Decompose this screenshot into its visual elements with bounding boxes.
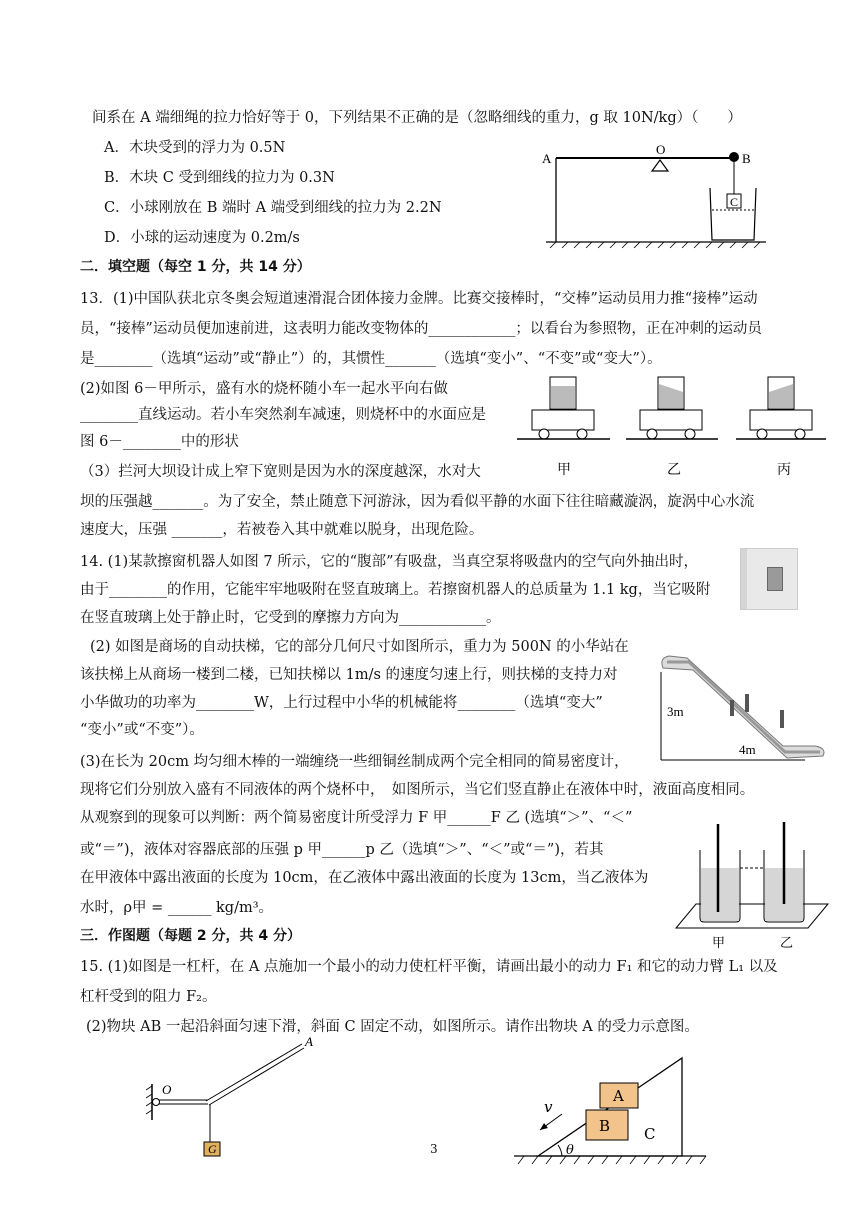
q15-line-1: 15. (1)如图是一杠杆，在 A 点施加一个最小的动力使杠杆平衡，请画出最小的动力 F₁ 和它的动力臂 L₁ 以及 [80, 959, 778, 975]
q14-line-9: 现将它们分别放入盛有不同液体的两个烧杯中， 如图所示，当它们竖直静止在液体中时，液面高度相同。 [80, 782, 755, 798]
q14-line-12: 在甲液体中露出液面的长度为 10cm，在乙液体中露出液面的长度为 13cm，当乙液体为 [80, 870, 649, 886]
lever-label-g: G [208, 1142, 217, 1156]
page-number: 3 [430, 1142, 438, 1156]
incline-label-b: B [599, 1117, 611, 1135]
cart-label-jia: 甲 [557, 462, 571, 478]
incline-label-a: A [613, 1087, 624, 1105]
lever-beaker-figure [538, 140, 768, 252]
label-a: A [542, 151, 552, 166]
q12-option-c: C．小球刚放在 B 端时 A 端受到细线的拉力为 2.2N [104, 200, 442, 216]
lever-label-o: O [162, 1082, 172, 1097]
q13-line-4: (2)如图 6－甲所示，盛有水的烧杯随小车一起水平向右做 [80, 381, 448, 397]
section-2-title: 二．填空题（每空 1 分，共 14 分） [80, 259, 311, 275]
q13-line-6: 图 6－________中的形状 [80, 434, 239, 450]
label-c: C [730, 195, 739, 209]
q14-line-4: (2) 如图是商场的自动扶梯，它的部分几何尺寸如图所示，重力为 500N 的小华站在 [90, 639, 629, 655]
cart-jia [517, 377, 610, 439]
q13-line-1: 13．(1)中国队获北京冬奥会短道速滑混合团体接力金牌。比赛交接棒时，“交棒”运动员用力推“接棒”运动 [80, 291, 758, 307]
incline-label-v: v [544, 1098, 553, 1116]
lever-label-a: A [305, 1036, 313, 1049]
q14-line-13: 水时，ρ甲 = ______ kg/m³。 [80, 900, 274, 916]
beaker-yi [764, 822, 804, 922]
label-o: O [656, 142, 666, 157]
cart-bing [736, 377, 826, 439]
q14-line-2: 由于________的作用，它能牢牢地吸附在竖直玻璃上。若擦窗机器人的总质量为 1.1 kg，当它吸附 [80, 582, 711, 598]
q13-line-5: ________直线运动。若小车突然刹车减速，则烧杯中的水面应是 [80, 407, 486, 423]
q13-line-3: 是________（选填“运动”或“静止”）的，其惯性_______（选填“变小”、“不变”或“变大”）。 [80, 351, 662, 367]
cart-yi [626, 377, 718, 439]
incline-label-theta: θ [566, 1143, 574, 1158]
hydrometer-figure [672, 822, 832, 952]
q14-line-3: 在竖直玻璃上处于静止时，它受到的摩擦力方向为____________。 [80, 610, 501, 626]
q15-line-3: (2)物块 AB 一起沿斜面匀速下滑，斜面 C 固定不动，如图所示。请作出物块 A 的受力示意图。 [86, 1019, 699, 1035]
q14-line-5: 该扶梯上从商场一楼到二楼，已知扶梯以 1m/s 的速度匀速上行，则扶梯的支持力对 [80, 667, 618, 683]
escalator-figure [655, 636, 835, 766]
beaker-label-yi: 乙 [780, 936, 794, 951]
section-3-title: 三．作图题（每题 2 分，共 4 分） [80, 928, 301, 944]
q12-option-a: A．木块受到的浮力为 0.5N [104, 140, 286, 156]
beaker-jia [700, 824, 740, 922]
q14-line-10: 从观察到的现象可以判断：两个简易密度计所受浮力 F 甲______F 乙 (选填“＞”、“＜” [80, 810, 633, 826]
beaker-label-jia: 甲 [712, 936, 726, 951]
q14-line-6: 小华做功的功率为________W，上行过程中小华的机械能将________（选填“变大” [80, 695, 603, 711]
q12-stem: 间系在 A 端细绳的拉力恰好等于 0，下列结果不正确的是（忽略细线的重力，g 取 10N/kg）（ ） [92, 110, 742, 126]
lever-figure [140, 1036, 330, 1166]
q12-option-b: B．木块 C 受到细线的拉力为 0.3N [104, 170, 335, 186]
q14-line-8: (3)在长为 20cm 均匀细木棒的一端缠绕一些细铜丝制成两个完全相同的简易密度计， [80, 754, 629, 770]
cart-label-yi: 乙 [667, 462, 681, 478]
incline-figure [510, 1052, 710, 1170]
q13-line-8: 坝的压强越_______。为了安全，禁止随意下河游泳，因为看似平静的水面下往往暗藏漩涡，旋涡中心水流 [80, 494, 755, 510]
window-robot-image [740, 548, 798, 610]
q15-line-2: 杠杆受到的阻力 F₂。 [80, 989, 217, 1005]
escalator-width: 4m [739, 742, 756, 757]
cart-figures [512, 372, 827, 487]
q13-line-9: 速度大，压强 _______，若被卷入其中就难以脱身，出现危险。 [80, 522, 484, 538]
q14-line-1: 14. (1)某款擦窗机器人如图 7 所示，它的“腹部”有吸盘，当真空泵将吸盘内的空气向外抽出时， [80, 554, 698, 570]
q12-option-d: D．小球的运动速度为 0.2m/s [104, 230, 300, 246]
label-b: B [742, 151, 751, 166]
incline-label-c: C [644, 1125, 656, 1143]
q13-line-7: （3）拦河大坝设计成上窄下宽则是因为水的深度越深，水对大 [80, 464, 481, 480]
q14-line-11: 或“＝”)，液体对容器底部的压强 p 甲______p 乙（选填“＞”、“＜”或“＝”)，若其 [80, 842, 604, 858]
cart-label-bing: 丙 [777, 462, 791, 478]
q13-line-2: 员，“接棒”运动员便加速前进，这表明力能改变物体的____________；以看台为参照物，正在冲刺的运动员 [80, 321, 762, 337]
escalator-height: 3m [667, 704, 684, 719]
q14-line-7: “变小”或“不变”）。 [80, 722, 204, 738]
